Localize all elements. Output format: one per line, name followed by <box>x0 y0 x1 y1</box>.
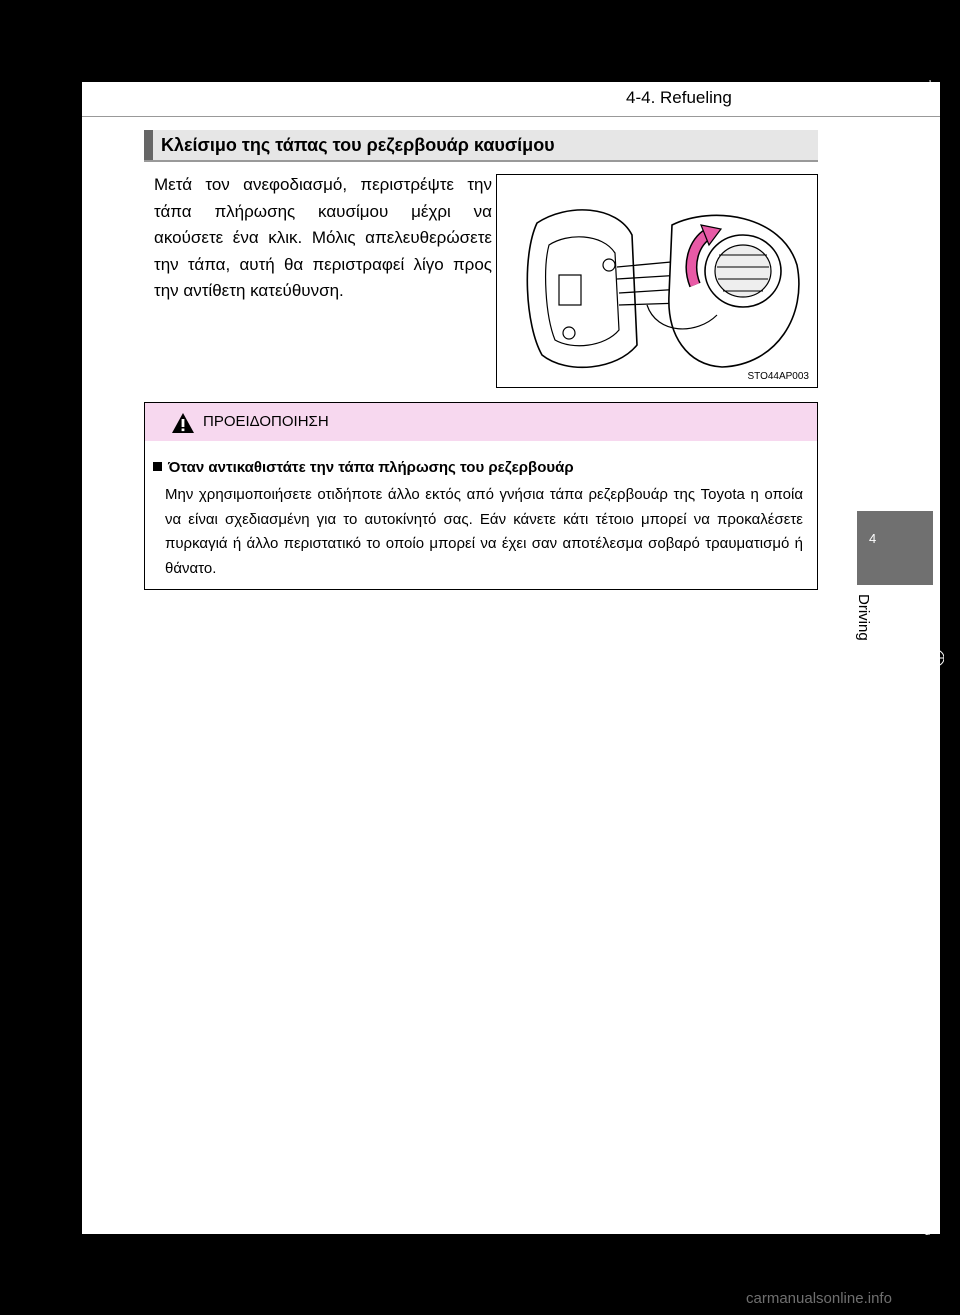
warning-title: ΠΡΟΕΙΔΟΠΟΙΗΣΗ <box>203 413 329 430</box>
header-rule <box>82 116 940 117</box>
warning-text: Μην χρησιμοποιήσετε οτιδήποτε άλλο εκτός από γνήσια τάπα ρεζερβουάρ της Toyota η οποία να είναι σχεδιασμένη για το αυτοκίνητό σας. Εάν κάνετε κάτι τέτοιο μπορεί να προκαλέσετε πυρκαγιά ή άλλο περιστατικό το οποίο μπορεί να έχει σαν αποτέλεσμα σοβαρό τραυματισμό ή θάνατο. <box>165 486 803 577</box>
crop-mark-icon <box>920 1215 940 1235</box>
fuel-cap-illustration <box>496 174 818 388</box>
watermark: carmanualsonline.info <box>746 1290 892 1307</box>
chapter-number: 4 <box>869 531 877 546</box>
section-heading-text: Κλείσιμο της τάπας του ρεζερβουάρ καυσίμου <box>161 135 555 155</box>
registration-mark-icon <box>920 640 944 676</box>
chapter-name: Driving <box>855 594 872 641</box>
section-heading <box>144 130 818 162</box>
warning-subheading-text: Όταν αντικαθιστάτε την τάπα πλήρωσης του ρεζερβουάρ <box>168 459 574 476</box>
warning-subheading <box>153 459 574 476</box>
figure-id: STO44AP003 <box>747 371 809 382</box>
running-head: 4-4. Refueling <box>626 88 732 107</box>
bullet-square-icon <box>153 462 162 471</box>
chapter-tab <box>857 511 933 585</box>
section-heading-bar <box>144 130 153 160</box>
warning-box <box>144 402 818 590</box>
warning-header <box>145 403 817 441</box>
warning-triangle-icon <box>171 412 195 434</box>
crop-mark-icon <box>920 80 940 100</box>
fuel-door-drawing <box>497 175 817 387</box>
manual-page <box>82 82 940 1234</box>
section-body-text: Μετά τον ανεφοδιασμό, περιστρέψτε την τάπα πλήρωσης καυσίμου μέχρι να ακούσετε ένα κλικ. Μόλις απελευθερώσετε την τάπα, αυτή θα περιστραφεί λίγο προς την αντίθετη κατεύθυνση. <box>154 175 492 300</box>
